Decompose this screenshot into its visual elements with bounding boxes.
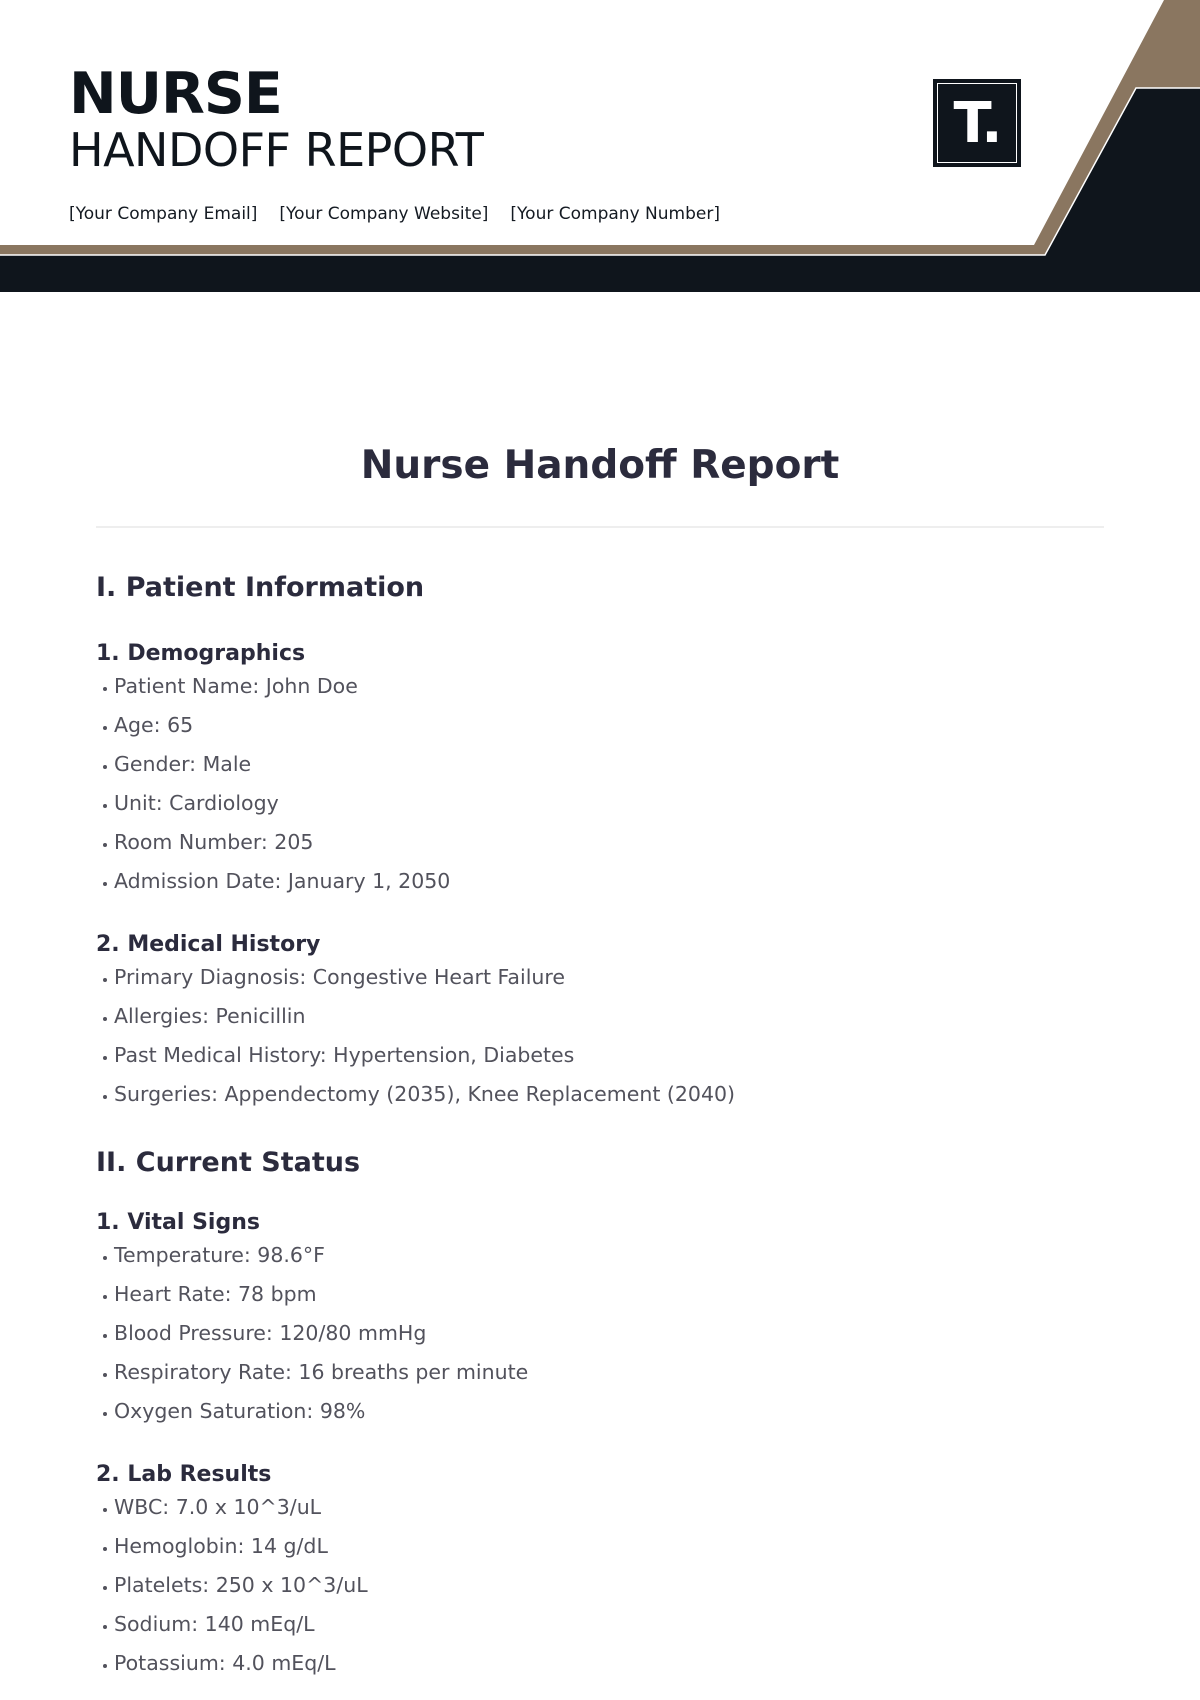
company-email: [Your Company Email] [69, 204, 258, 224]
contact-row [69, 204, 720, 224]
list-item: Age: 65 [96, 708, 1104, 747]
subsection-heading: 2. Medical History [96, 932, 321, 957]
list-item: Unit: Cardiology [96, 786, 1104, 825]
company-logo [933, 79, 1021, 167]
subsection-vital-signs [96, 1208, 1104, 1433]
list-item: Allergies: Penicillin [96, 999, 1104, 1038]
demographics-list [96, 669, 1104, 903]
list-item: Past Medical History: Hypertension, Diabetes [96, 1038, 1104, 1077]
list-item: Surgeries: Appendectomy (2035), Knee Replacement (2040) [96, 1077, 1104, 1116]
list-item: Room Number: 205 [96, 825, 1104, 864]
medical-history-list [96, 960, 1104, 1116]
subsection-heading: 2. Lab Results [96, 1462, 272, 1487]
list-item: Respiratory Rate: 16 breaths per minute [96, 1355, 1104, 1394]
list-item: Admission Date: January 1, 2050 [96, 864, 1104, 903]
list-item: Temperature: 98.6°F [96, 1238, 1104, 1277]
list-item: Patient Name: John Doe [96, 669, 1104, 708]
document-title: Nurse Handoff Report [360, 443, 840, 488]
list-item: Platelets: 250 x 10^3/uL [96, 1568, 1104, 1607]
section-heading: II. Current Status [96, 1147, 361, 1178]
section-current-status [96, 1145, 1104, 1685]
logo-letter: T. [953, 90, 1001, 156]
list-item: Oxygen Saturation: 98% [96, 1394, 1104, 1433]
section-heading: I. Patient Information [96, 572, 425, 603]
brand-title [69, 61, 484, 177]
list-item: Potassium: 4.0 mEq/L [96, 1646, 1104, 1685]
company-website: [Your Company Website] [279, 204, 489, 224]
section-patient-information [96, 570, 1104, 1116]
lab-results-list [96, 1490, 1104, 1685]
brand-title-bold: NURSE [69, 61, 282, 127]
list-item: WBC: 7.0 x 10^3/uL [96, 1490, 1104, 1529]
subsection-medical-history [96, 930, 1104, 1116]
letterhead [0, 0, 1200, 292]
company-number: [Your Company Number] [510, 204, 720, 224]
subsection-lab-results [96, 1460, 1104, 1685]
list-item: Heart Rate: 78 bpm [96, 1277, 1104, 1316]
brand-title-light: HANDOFF REPORT [69, 123, 484, 177]
subsection-heading: 1. Demographics [96, 641, 306, 666]
subsection-demographics [96, 639, 1104, 903]
subsection-heading: 1. Vital Signs [96, 1210, 260, 1235]
list-item: Sodium: 140 mEq/L [96, 1607, 1104, 1646]
vital-signs-list [96, 1238, 1104, 1433]
list-item: Hemoglobin: 14 g/dL [96, 1529, 1104, 1568]
list-item: Gender: Male [96, 747, 1104, 786]
list-item: Blood Pressure: 120/80 mmHg [96, 1316, 1104, 1355]
title-divider [96, 526, 1104, 528]
list-item: Primary Diagnosis: Congestive Heart Failure [96, 960, 1104, 999]
document-body [96, 438, 1104, 1685]
